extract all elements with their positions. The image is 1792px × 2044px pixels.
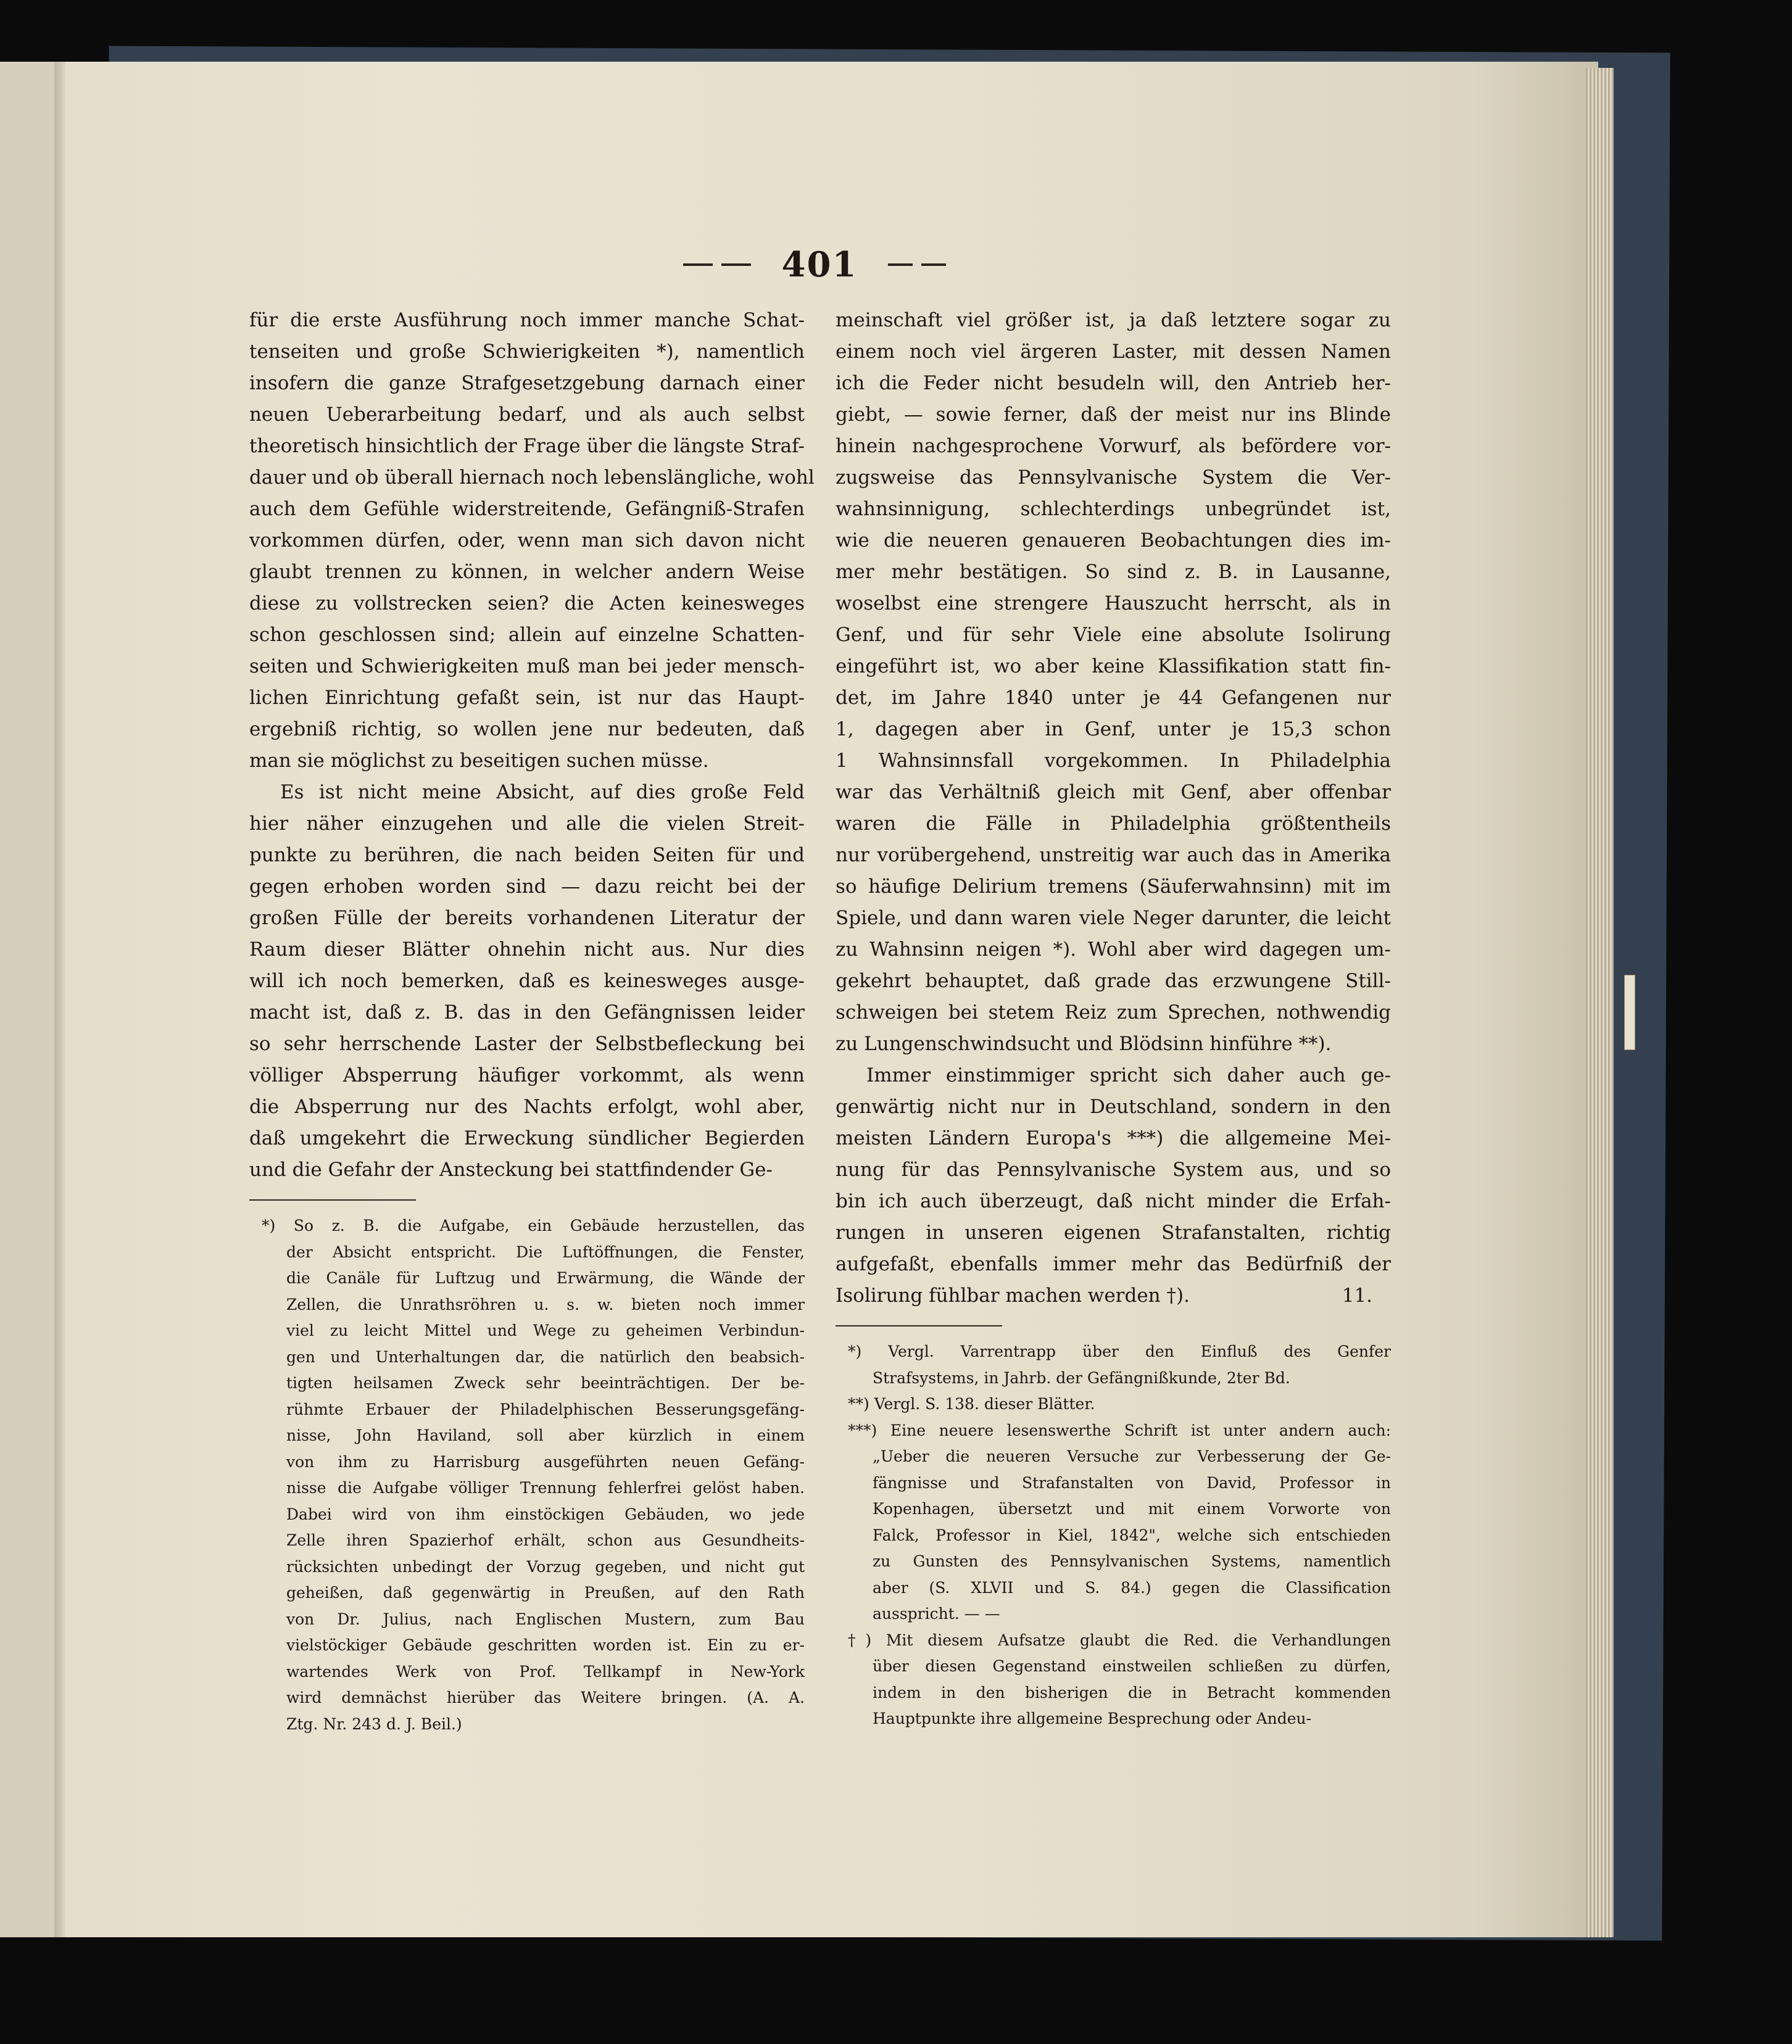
text-line: für die erste Ausführung noch immer manche Schat- <box>249 309 805 331</box>
footnote <box>836 1339 1391 1391</box>
paragraph <box>249 305 815 777</box>
footnote-line: ***) Eine neuere lesenswerthe Schrift ist unter andern auch: <box>848 1421 1391 1439</box>
footnote-line: wird demnächst hierüber das Weitere bringen. (A. A. <box>286 1689 805 1707</box>
text-line: gekehrt behauptet, daß grade das erzwungene Still- <box>836 970 1391 992</box>
text-line: so sehr herrschende Laster der Selbstbefleckung bei <box>249 1033 805 1055</box>
text-line: nung für das Pennsylvanische System aus, und so <box>836 1159 1391 1181</box>
text-line: mer mehr bestätigen. So sind z. B. in Lausanne, <box>836 561 1391 583</box>
footnote-line: ausspricht. — — <box>873 1605 1000 1623</box>
footnote-line: †) Mit diesem Aufsatze glaubt die Red. die Verhandlungen <box>848 1631 1391 1649</box>
footnote-line: wartendes Werk von Prof. Tellkampf in New-York <box>286 1662 805 1681</box>
footnote-line: zu Gunsten des Pennsylvanischen Systems, namentlich <box>873 1552 1391 1570</box>
footnote-line: Strafsystems, in Jahrb. der Gefängnißkunde, 2ter Bd. <box>873 1368 1290 1387</box>
footnote-line: Zellen, die Unrathsröhren u. s. w. bieten noch immer <box>286 1295 805 1314</box>
footnote-line: aber (S. XLVII und S. 84.) gegen die Classification <box>873 1578 1391 1597</box>
footnote-line: der Absicht entspricht. Die Luftöffnungen, die Fenster, <box>286 1243 805 1261</box>
footnote-line: Falck, Professor in Kiel, 1842", welche sich entschieden <box>873 1526 1391 1544</box>
footnote-line: Ztg. Nr. 243 d. J. Beil.) <box>286 1715 462 1733</box>
text-line: woselbst eine strengere Hauszucht herrscht, als in <box>836 592 1391 614</box>
text-line: det, im Jahre 1840 unter je 44 Gefangenen nur <box>836 687 1391 709</box>
text-line: vorkommen dürfen, oder, wenn man sich davon nicht <box>249 529 805 552</box>
footnote-line: **) Vergl. S. 138. dieser Blätter. <box>848 1395 1095 1413</box>
footnote-line: indem in den bisherigen die in Betracht kommenden <box>873 1683 1391 1702</box>
text-line: will ich noch bemerken, daß es keinesweges ausge- <box>249 970 805 992</box>
text-line: wahnsinnigung, schlechterdings unbegründet ist, <box>836 498 1391 520</box>
text-line: Genf, und für sehr Viele eine absolute Isolirung <box>836 624 1391 646</box>
text-line: lichen Einrichtung gefaßt sein, ist nur das Haupt- <box>249 687 805 709</box>
text-line: großen Fülle der bereits vorhandenen Literatur der <box>249 907 805 929</box>
footnote <box>836 1391 1391 1418</box>
text-line: schweigen bei stetem Reiz zum Sprechen, nothwendig <box>836 1001 1391 1024</box>
text-line: macht ist, daß z. B. das in den Gefängnissen leider <box>249 1001 805 1024</box>
text-line: die Absperrung nur des Nachts erfolgt, wohl aber, <box>249 1096 805 1118</box>
page-stack-edge <box>1586 68 1614 1937</box>
footnote-line: von Dr. Julius, nach Englischen Mustern, zum Bau <box>286 1610 805 1628</box>
text-line: diese zu vollstrecken seien? die Acten keinesweges <box>249 592 805 614</box>
text-line: hier näher einzugehen und alle die vielen Streit- <box>249 813 805 835</box>
text-line: Raum dieser Blätter ohnehin nicht aus. Nur dies <box>249 938 805 961</box>
footnote-line: von ihm zu Harrisburg ausgeführten neuen Gefäng- <box>286 1452 805 1471</box>
text-line: und die Gefahr der Ansteckung bei stattfindender Ge- <box>249 1159 773 1181</box>
text-line: neuen Ueberarbeitung bedarf, und als auch selbst <box>249 403 805 426</box>
author-signature: 11. <box>1342 1285 1372 1307</box>
text-line: 1, dagegen aber in Genf, unter je 15,3 schon <box>836 718 1391 740</box>
text-line: Immer einstimmiger spricht sich daher auch ge- <box>866 1064 1391 1086</box>
footnote-line: *) So z. B. die Aufgabe, ein Gebäude herzustellen, das <box>262 1217 805 1235</box>
footnote-line: vielstöckiger Gebäude geschritten worden ist. Ein zu er- <box>286 1636 805 1654</box>
footnote-line: fängnisse und Strafanstalten von David, Professor in <box>873 1473 1391 1492</box>
footnote-line: nisse die Aufgabe völliger Trennung fehlerfrei gelöst haben. <box>286 1479 805 1497</box>
text-line: meinschaft viel größer ist, ja daß letztere sogar zu <box>836 309 1391 331</box>
text-line <box>836 1280 1391 1312</box>
footnote <box>249 1213 805 1737</box>
text-line: daß umgekehrt die Erweckung sündlicher Begierden <box>249 1127 805 1149</box>
text-line: wie die neueren genaueren Beobachtungen dies im- <box>836 529 1391 552</box>
text-line: schon geschlossen sind; allein auf einzelne Schatten- <box>249 624 805 646</box>
text-line: tenseiten und große Schwierigkeiten *), namentlich <box>249 341 805 363</box>
text-line: zu Lungenschwindsucht und Blödsinn hinführe **). <box>836 1033 1332 1055</box>
text-line: rungen in unseren eigenen Strafanstalten, richtig <box>836 1222 1391 1244</box>
paragraph <box>836 305 1391 1060</box>
footnote-line: tigten heilsamen Zweck sehr beeinträchtigen. Der be- <box>286 1374 805 1392</box>
text-line: aufgefaßt, ebenfalls immer mehr das Bedürfniß der <box>836 1253 1391 1275</box>
footnote-line: *) Vergl. Varrentrapp über den Einfluß des Genfer <box>848 1343 1391 1360</box>
right-column <box>836 305 1391 1732</box>
book-gutter <box>54 62 65 1937</box>
text-line: meisten Ländern Europa's ***) die allgemeine Mei- <box>836 1127 1391 1149</box>
footnote-line: viel zu leicht Mittel und Wege zu geheimen Verbindun- <box>286 1322 805 1339</box>
page-tab-marker <box>1624 975 1635 1050</box>
text-line: Es ist nicht meine Absicht, auf dies große Feld <box>280 781 805 803</box>
footnote <box>836 1418 1391 1628</box>
page-number: 401 <box>781 244 858 285</box>
text-line: war das Verhältniß gleich mit Genf, aber offenbar <box>836 781 1391 803</box>
left-column <box>249 305 815 1737</box>
text-line: völliger Absperrung häufiger vorkommt, als wenn <box>249 1064 805 1086</box>
footnote-line: die Canäle für Luftzug und Erwärmung, die Wände der <box>286 1269 805 1287</box>
footnote-line: Dabei wird von ihm einstöckigen Gebäuden, wo jede <box>286 1505 805 1523</box>
header-rule-right <box>888 263 946 266</box>
text-line: punkte zu berühren, die nach beiden Seiten für und <box>249 844 805 866</box>
text-line: zugsweise das Pennsylvanische System die Ver- <box>836 466 1391 489</box>
text-line: ergebniß richtig, so wollen jene nur bedeuten, daß <box>249 718 805 740</box>
footnote-line: rühmte Erbauer der Philadelphischen Besserungsgefäng- <box>286 1400 805 1418</box>
text-line: Spiele, und dann waren viele Neger darunter, die leicht <box>836 907 1391 929</box>
header-rule-left <box>683 263 751 266</box>
footnote-rule <box>249 1199 416 1201</box>
text-line: einem noch viel ärgeren Laster, mit dessen Namen <box>836 341 1391 363</box>
footnote-line: geheißen, daß gegenwärtig in Preußen, auf den Rath <box>286 1584 805 1602</box>
text-line: bin ich auch überzeugt, daß nicht minder die Erfah- <box>836 1190 1391 1212</box>
text-line: auch dem Gefühle widerstreitende, Gefängniß-Strafen <box>249 498 805 520</box>
facing-page-edge <box>0 62 56 1937</box>
footnote-line: rücksichten unbedingt der Vorzug gegeben, und nicht gut <box>286 1557 805 1576</box>
text-line: dauer und ob überall hiernach noch lebenslängliche, wohl <box>249 466 815 489</box>
paragraph <box>249 777 805 1186</box>
footnote <box>836 1628 1391 1732</box>
footnote-line: Hauptpunkte ihre allgemeine Besprechung oder Andeu- <box>873 1710 1312 1727</box>
page-header <box>654 237 975 292</box>
text-line: 1 Wahnsinnsfall vorgekommen. In Philadelphia <box>836 750 1391 772</box>
text-line: genwärtig nicht nur in Deutschland, sondern in den <box>836 1096 1391 1118</box>
paragraph <box>836 1060 1391 1312</box>
text-line: waren die Fälle in Philadelphia größtentheils <box>836 813 1391 835</box>
text-line: ich die Feder nicht besudeln will, den Antrieb her- <box>836 372 1391 394</box>
footnote-line: nisse, John Haviland, soll aber kürzlich in einem <box>286 1426 805 1444</box>
text-line: man sie möglichst zu beseitigen suchen müsse. <box>249 750 709 772</box>
footnote-rule <box>836 1325 1002 1326</box>
text-line: nur vorübergehend, unstreitig war auch das in Amerika <box>836 844 1391 866</box>
text-line: hinein nachgesprochene Vorwurf, als befördere vor- <box>836 435 1391 457</box>
footnote-line: Zelle ihren Spazierhof erhält, schon aus Gesundheits- <box>286 1531 805 1549</box>
footnote-line: gen und Unterhaltungen dar, die natürlich den beabsich- <box>286 1347 805 1366</box>
text-line: theoretisch hinsichtlich der Frage über die längste Straf- <box>249 435 805 457</box>
text-line: gegen erhoben worden sind — dazu reicht bei der <box>249 875 805 898</box>
footnote-line: „Ueber die neueren Versuche zur Verbesserung der Ge- <box>873 1447 1391 1465</box>
footnote-line: Kopenhagen, übersetzt und mit einem Vorworte von <box>873 1500 1391 1518</box>
footnote-line: über diesen Gegenstand einstweilen schließen zu dürfen, <box>873 1657 1391 1675</box>
text-line: seiten und Schwierigkeiten muß man bei jeder mensch- <box>249 655 805 677</box>
text-line: so häufige Delirium tremens (Säuferwahnsinn) mit im <box>836 875 1391 898</box>
closing-line: Isolirung fühlbar machen werden †). <box>836 1285 1190 1307</box>
text-line: eingeführt ist, wo aber keine Klassifikation statt fin- <box>836 655 1391 677</box>
text-line: insofern die ganze Strafgesetzgebung darnach einer <box>249 372 805 394</box>
text-line: glaubt trennen zu können, in welcher andern Weise <box>249 561 805 583</box>
text-line: zu Wahnsinn neigen *). Wohl aber wird dagegen um- <box>836 938 1391 961</box>
text-line: giebt, — sowie ferner, daß der meist nur ins Blinde <box>836 403 1391 426</box>
